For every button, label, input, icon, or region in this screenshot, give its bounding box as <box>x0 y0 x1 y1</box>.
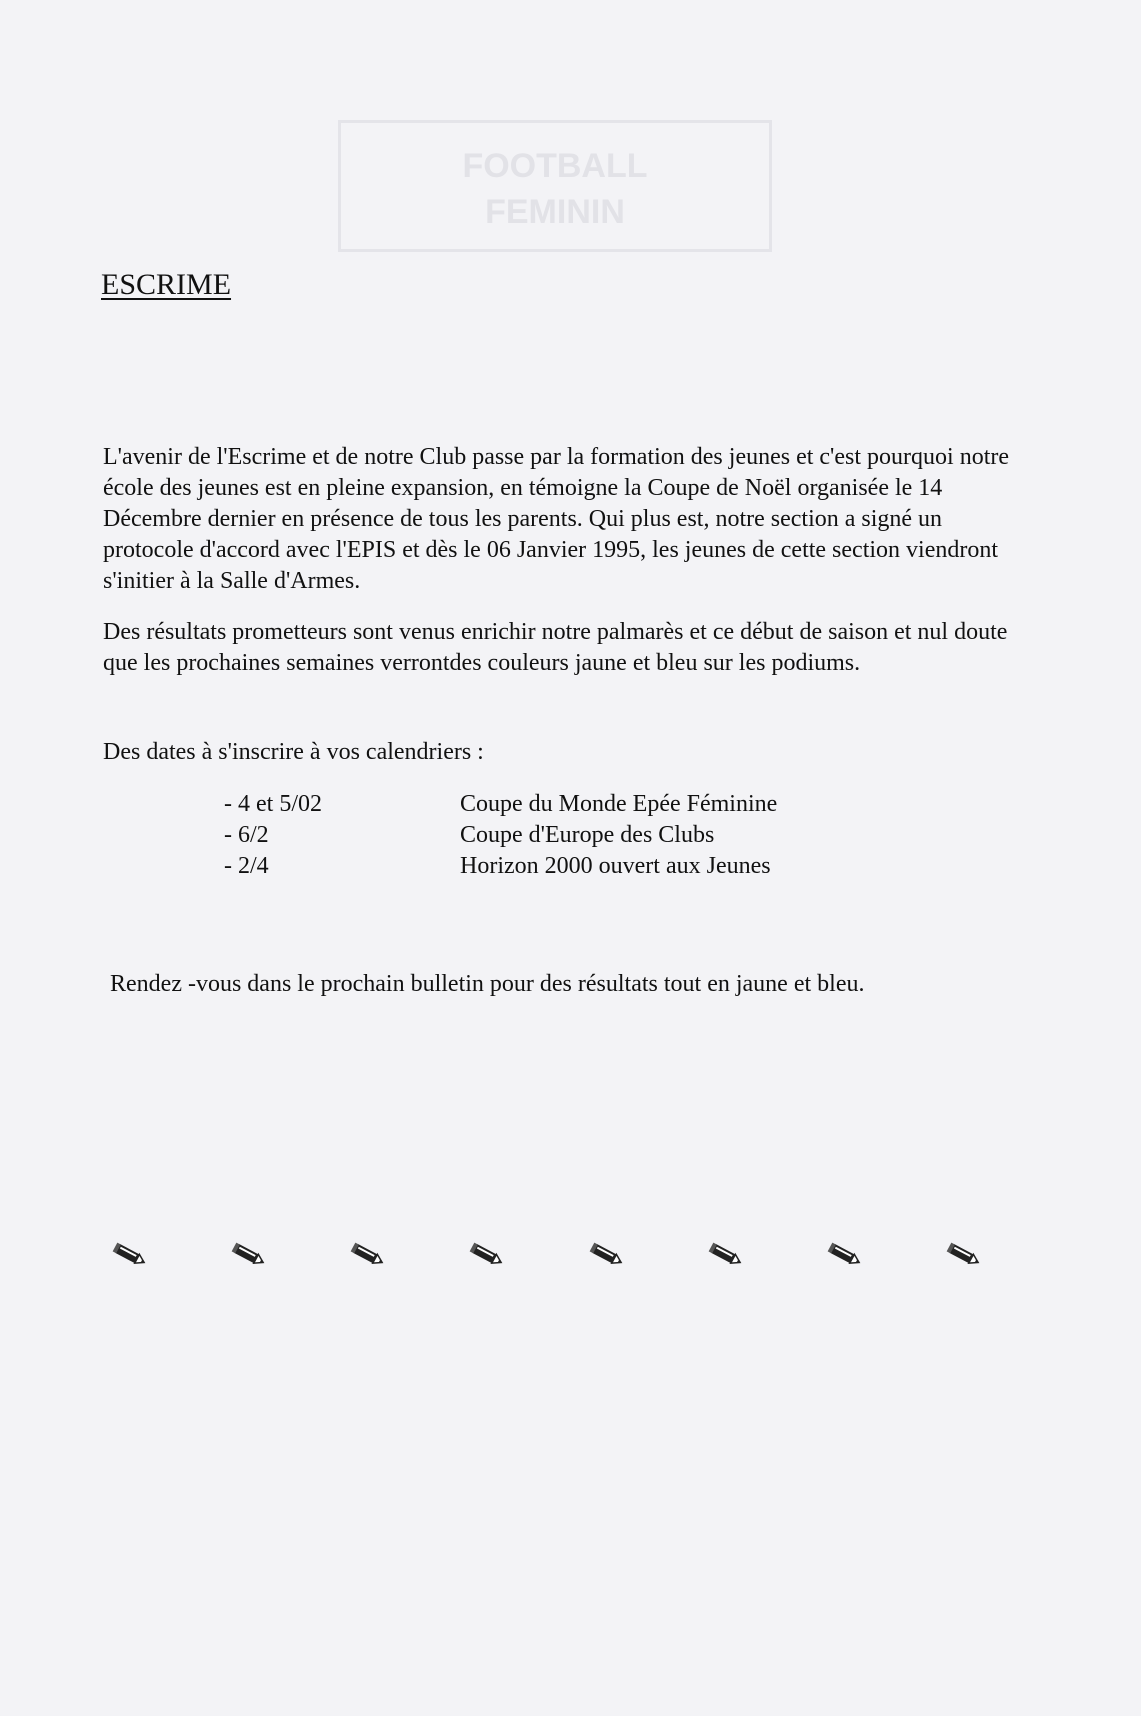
dates-list <box>224 789 777 882</box>
date-value: - 4 et 5/02 <box>224 791 322 817</box>
pencil-icon <box>827 1240 863 1275</box>
pencil-icon <box>231 1240 267 1275</box>
pencil-divider <box>112 1240 982 1275</box>
paragraph-results: Des résultats prometteurs sont venus enrichir notre palmarès et ce début de saison et nul doute que les prochaines semaines verrontdes couleurs jaune et bleu sur les podiums. <box>103 619 1008 676</box>
date-row <box>224 851 777 882</box>
article-heading: ESCRIME <box>101 268 232 301</box>
bleed-through-title-line1: FOOTBALL <box>462 147 648 185</box>
date-row <box>224 820 777 851</box>
pencil-icon <box>708 1240 744 1275</box>
paragraph-intro: L'avenir de l'Escrime et de notre Club passe par la formation des jeunes et c'est pourquoi notre école des jeunes est en pleine expansion, en témoigne la Coupe de Noël organisée le 14 Décembre dernier en présence de tous les parents. Qui plus est, notre section a signé un protocole d'accord avec l'EPIS et dès le 06 Janvier 1995, les jeunes de cette section viendront s'initier à la Salle d'Armes. <box>103 444 1010 594</box>
date-event: Coupe du Monde Epée Féminine <box>460 791 778 817</box>
date-event: Coupe d'Europe des Clubs <box>460 822 715 848</box>
closing-line: Rendez -vous dans le prochain bulletin pour des résultats tout en jaune et bleu. <box>110 971 865 997</box>
date-value: - 6/2 <box>224 822 269 848</box>
pencil-icon <box>946 1240 982 1275</box>
pencil-icon <box>112 1240 148 1275</box>
pencil-icon <box>350 1240 386 1275</box>
date-event: Horizon 2000 ouvert aux Jeunes <box>460 853 771 879</box>
date-row <box>224 789 777 820</box>
pencil-icon <box>589 1240 625 1275</box>
dates-intro: Des dates à s'inscrire à vos calendriers : <box>103 739 484 765</box>
pencil-icon <box>469 1240 505 1275</box>
bleed-through-title-line2: FEMININ <box>485 193 625 231</box>
date-value: - 2/4 <box>224 853 269 879</box>
bleed-through-title-box <box>338 120 772 252</box>
